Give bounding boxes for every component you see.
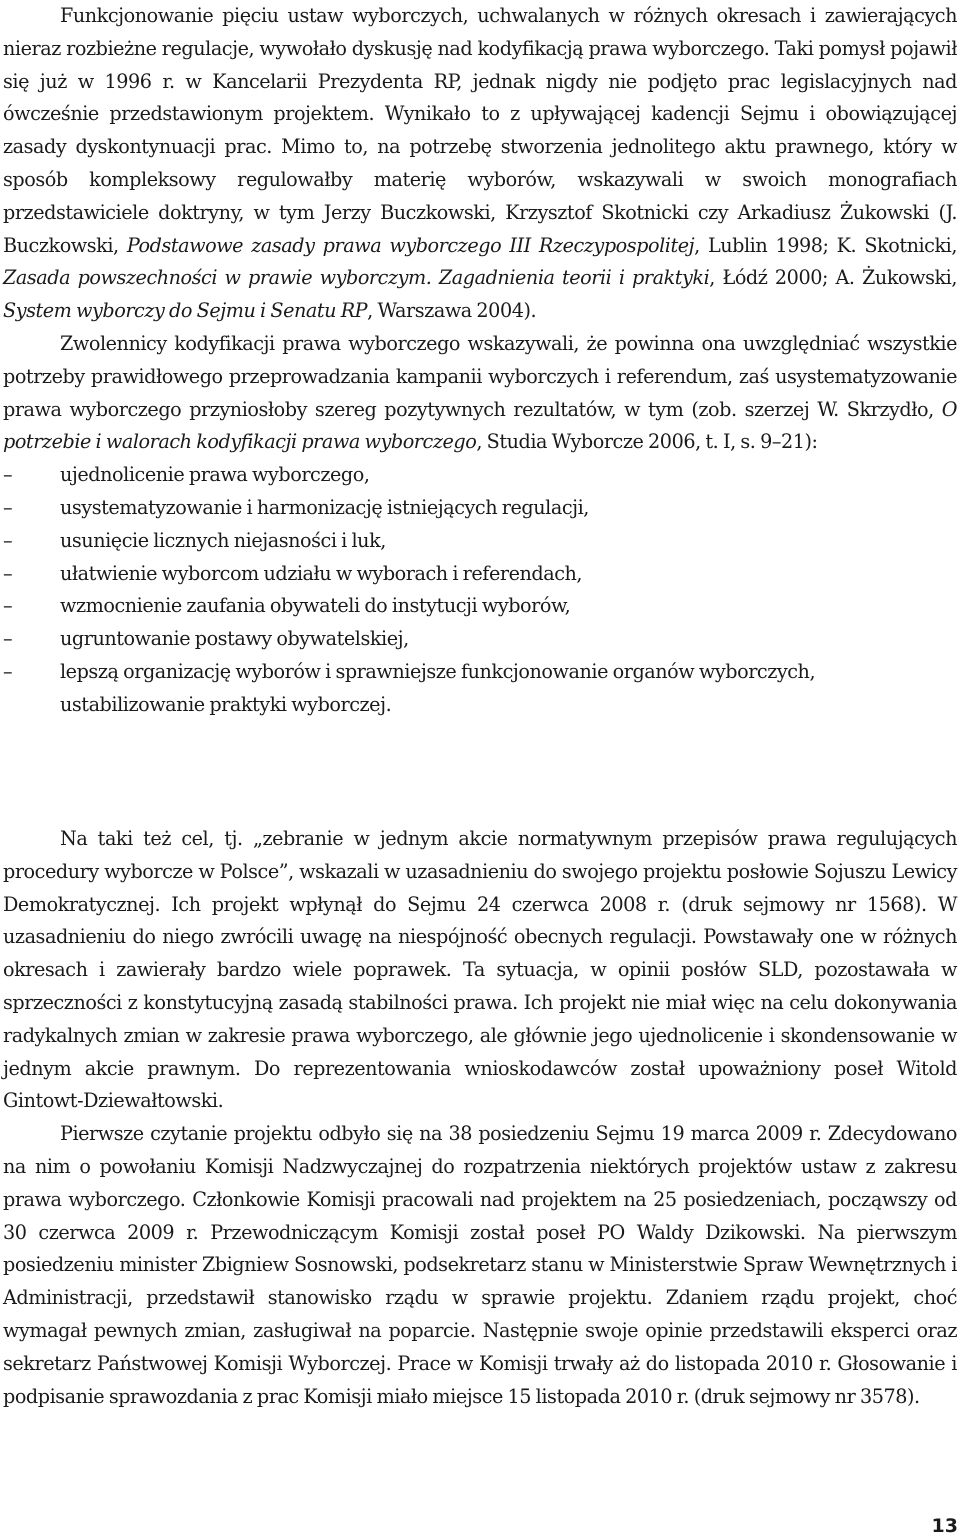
list-item <box>3 558 957 591</box>
paragraph-codification-supporters <box>3 328 957 459</box>
text-section-lower <box>3 823 957 1413</box>
list-item-text: usunięcie licznych niejasności i luk, <box>60 528 386 552</box>
text-section-upper <box>3 0 957 722</box>
list-item <box>3 656 957 722</box>
list-item-text: ugruntowanie postawy obywatelskiej, <box>60 627 409 651</box>
paragraph-codification-history <box>3 0 957 328</box>
dash-bullet: – <box>3 495 13 519</box>
paragraph-text: Zwolennicy kodyfikacji prawa wyborczego wskazywali, że powinna ona uwzględniać wszystkie potrzeby prawidłowego przeprowadzania kampanii wyborczych i referendum, zaś usystematyzowanie prawa wyborczego przyniosłoby szereg pozytywnych rezultatów, w tym (zob. szerzej W. Skrzydło, <box>3 331 957 421</box>
list-item <box>3 459 957 492</box>
dash-bullet: – <box>3 627 13 651</box>
list-item-text: ułatwienie wyborcom udziału w wyborach i referendach, <box>60 561 583 585</box>
book-title: Podstawowe zasady prawa wyborczego III Rzeczypospolitej <box>126 233 695 257</box>
paragraph-text: , Studia Wyborcze 2006, t. I, s. 9–21): <box>476 430 818 454</box>
page-number: 13 <box>931 1515 958 1537</box>
benefits-list <box>3 459 957 721</box>
list-item-text: usystematyzowanie i harmonizację istniejących regulacji, <box>60 495 589 519</box>
paragraph-text: , Warszawa 2004). <box>367 299 537 323</box>
book-title: Zasada powszechności w prawie wyborczym. Zagadnienia teorii i praktyki <box>3 266 710 290</box>
dash-bullet: – <box>3 561 13 585</box>
book-title: System wyborczy do Sejmu i Senatu RP <box>3 299 368 323</box>
dash-bullet: – <box>3 463 13 487</box>
list-item-text: wzmocnienie zaufania obywateli do instytucji wyborów, <box>60 594 571 618</box>
paragraph-first-reading: Pierwsze czytanie projektu odbyło się na 38 posiedzeniu Sejmu 19 marca 2009 r. Zdecydowano na nim o powołaniu Komisji Nadzwyczajnej do rozpatrzenia niektórych projektów ustaw z zakresu prawa wyborczego. Członkowie Komisji pracowali nad projektem na 25 posiedzeniach, począwszy od 30 czerwca 2009 r. Przewodniczącym Komisji został poseł PO Waldy Dzikowski. Na pierwszym posiedzeniu minister Zbigniew Sosnowski, podsekretarz stanu w Ministerstwie Spraw Wewnętrznych i Administracji, przedstawił stanowisko rządu w sprawie projektu. Zdaniem rządu projekt, choć wymagał pewnych zmian, zasługiwał na poparcie. Następnie swoje opinie przedstawili eksperci oraz sekretarz Państwowej Komisji Wyborczej. Prace w Komisji trwały aż do listopada 2010 r. Głosowanie i podpisanie sprawozdania z prac Komisji miało miejsce 15 listopada 2010 r. (druk sejmowy nr 3578). <box>3 1122 957 1408</box>
article-title: O potrzebie i walorach kodyfikacji prawa wyborczego <box>3 397 957 454</box>
list-item-text: lepszą organizację wyborów i sprawniejsze funkcjonowanie organów wyborczych, ustabilizowanie praktyki wyborczej. <box>60 659 816 716</box>
paragraph-text: , Łódź 2000; A. Żukowski, <box>709 266 957 290</box>
paragraph-sld-project: Na taki też cel, tj. „zebranie w jednym akcie normatywnym przepisów prawa regulujących procedury wyborcze w Polsce”, wskazali w uzasadnieniu do swojego projektu posłowie Sojuszu Lewicy Demokratycznej. Ich projekt wpłynął do Sejmu 24 czerwca 2008 r. (druk sejmowy nr 1568). W uzasadnieniu do niego zwrócili uwagę na niespójność obecnych regulacji. Powstawały one w różnych okresach i zawierały bardzo wiele poprawek. Ta sytuacja, w opinii posłów SLD, pozostawała w sprzeczności z konstytucyjną zasadą stabilności prawa. Ich projekt nie miał więc na celu dokonywania radykalnych zmian w zakresie prawa wyborczego, ale głównie jego ujednolicenie i skondensowanie w jednym akcie prawnym. Do reprezentowania wnioskodawców został upoważniony poseł Witold Gintowt-Dziewałtowski. <box>3 827 957 1113</box>
paragraph-text: Funkcjonowanie pięciu ustaw wyborczych, uchwalanych w różnych okresach i zawierających nieraz rozbieżne regulacje, wywołało dyskusję nad kodyfikacją prawa wyborczego. Taki pomysł pojawił się już w 1996 r. w Kancelarii Prezydenta RP, jednak nigdy nie podjęto prac legislacyjnych nad ówcześnie przedstawionym projektem. Wynikało to z upływającej kadencji Sejmu i obowiązującej zasady dyskontynuacji prac. Mimo to, na potrzebę stworzenia jednolitego aktu prawnego, który w sposób kompleksowy regulowałby materię wyborów, wskazywali w swoich monografiach przedstawiciele doktryny, w tym Jerzy Buczkowski, Krzysztof Skotnicki czy Arkadiusz Żukowski (J. Buczkowski, <box>3 4 957 257</box>
dash-bullet: – <box>3 659 13 683</box>
paragraph-text: , Lublin 1998; K. Skotnicki, <box>694 233 957 257</box>
list-item <box>3 590 957 623</box>
list-item <box>3 623 957 656</box>
list-item <box>3 525 957 558</box>
dash-bullet: – <box>3 528 13 552</box>
dash-bullet: – <box>3 594 13 618</box>
list-item <box>3 492 957 525</box>
list-item-text: ujednolicenie prawa wyborczego, <box>60 463 370 487</box>
